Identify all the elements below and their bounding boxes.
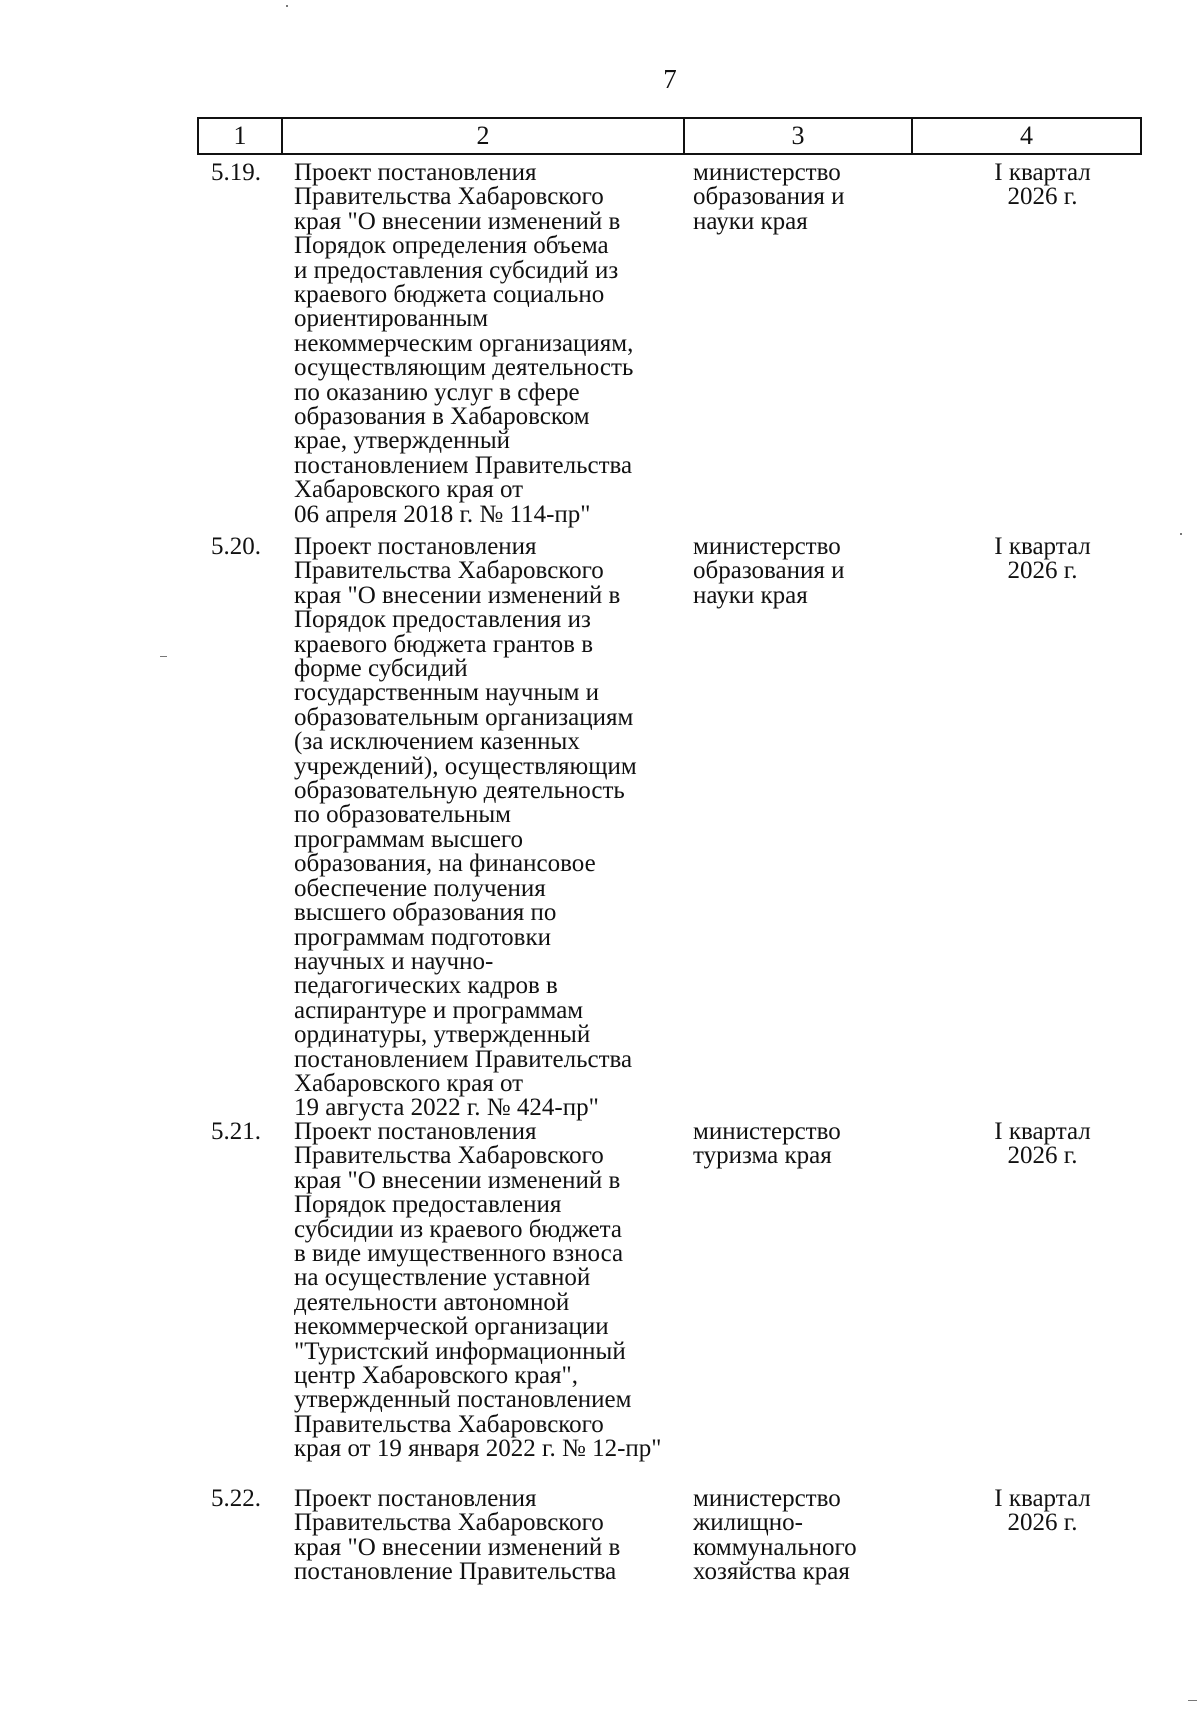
row-number: 5.21. <box>211 1118 261 1145</box>
row-deadline: I квартал 2026 г. <box>994 533 1091 585</box>
row-description: Проект постановления Правительства Хабаровского края "О внесении изменений в Порядок предоставления из краевого бюджета грантов в форме субсидий государственным научным и образовательным организациям (за исключением казенных учреждений), осуществляющим образовательную деятельность по образовательным программам высшего образования, на финансовое обеспечение получения высшего образования по программам подготовки научных и научно- педагогических кадров в аспирантуре и программам ординатуры, утвержденный постановлением Правительства Хабаровского края от 19 августа 2022 г. № 424-пр" <box>294 533 637 1122</box>
row-description: Проект постановления Правительства Хабаровского края "О внесении изменений в Порядок предоставления субсидии из краевого бюджета в виде имущественного взноса на осуществление уставной деятельности автономной некоммерческой организации "Туристский информационный центр Хабаровского края", утвержденный постановлением Правительства Хабаровского края от 19 января 2022 г. № 12-пр" <box>294 1118 662 1463</box>
row-description: Проект постановления Правительства Хабаровского края "О внесении изменений в Порядок определения объема и предоставления субсидий из краевого бюджета социально ориентированным некоммерческим организациям, осуществляющим деятельность по оказанию услуг в сфере образования в Хабаровском крае, утвержденный постановлением Правительства Хабаровского края от 06 апреля 2018 г. № 114-пр" <box>294 159 634 528</box>
scan-speck <box>1188 1700 1197 1701</box>
row-deadline: I квартал 2026 г. <box>994 1485 1091 1537</box>
scan-speck <box>160 656 167 657</box>
scan-speck <box>1180 533 1182 535</box>
row-deadline: I квартал 2026 г. <box>994 159 1091 211</box>
row-responsible: министерство туризма края <box>693 1118 841 1170</box>
row-responsible: министерство жилищно- коммунального хозяйства края <box>693 1485 857 1586</box>
row-responsible: министерство образования и науки края <box>693 533 845 609</box>
page-number: 7 <box>663 64 677 94</box>
row-number: 5.20. <box>211 533 261 560</box>
row-description: Проект постановления Правительства Хабаровского края "О внесении изменений в постановление Правительства <box>294 1485 621 1586</box>
scan-speck <box>286 5 288 7</box>
row-deadline: I квартал 2026 г. <box>994 1118 1091 1170</box>
column-header-1: 1 <box>199 119 283 153</box>
column-header-4: 4 <box>1020 121 1033 150</box>
row-number: 5.22. <box>211 1485 261 1512</box>
row-number: 5.19. <box>211 159 261 186</box>
column-header-2: 2 <box>283 119 685 153</box>
row-responsible: министерство образования и науки края <box>693 159 845 235</box>
column-header-3: 3 <box>685 119 913 153</box>
table-header <box>197 117 1142 155</box>
